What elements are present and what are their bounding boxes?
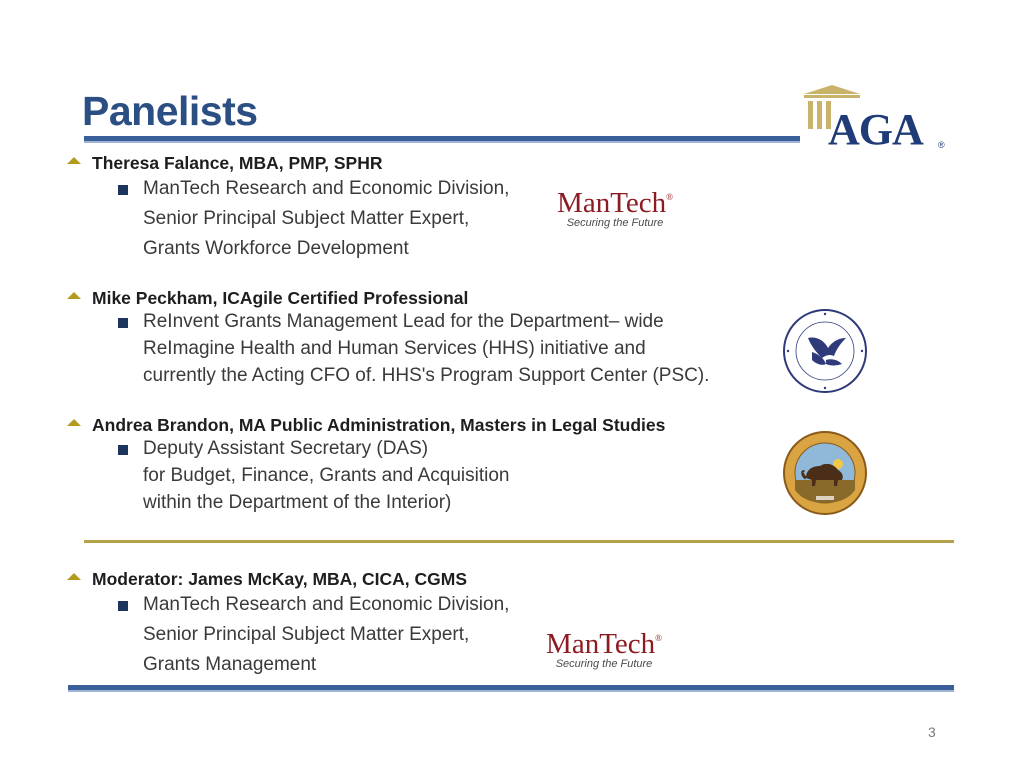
panelist-name: Theresa Falance, MBA, PMP, SPHR: [92, 153, 383, 173]
panelist-detail-line: ReInvent Grants Management Lead for the Department– wide: [143, 311, 664, 332]
slide-title: Panelists: [82, 88, 258, 134]
registered-mark-icon: ®: [655, 633, 662, 643]
interior-seal-icon: [782, 430, 868, 516]
bullet-square-icon: [118, 185, 128, 195]
moderator-detail-line: ManTech Research and Economic Division,: [143, 594, 510, 615]
panelist-detail-line: currently the Acting CFO of. HHS's Program Support Center (PSC).: [143, 365, 710, 386]
panelist-detail-line: Deputy Assistant Secretary (DAS): [143, 438, 429, 459]
footer-rule: [68, 685, 954, 692]
mantech-tagline: Securing the Future: [566, 217, 664, 229]
bullet-square-icon: [118, 601, 128, 611]
panelist-detail-line: ReImagine Health and Human Services (HHS) initiative and: [143, 338, 646, 359]
mantech-logo: [537, 623, 671, 670]
bullet-square-icon: [118, 318, 128, 328]
title-underline: [84, 136, 800, 143]
bullet-arrow-icon: [67, 419, 81, 426]
panelist-detail-line: for Budget, Finance, Grants and Acquisition: [143, 465, 510, 486]
panelist-name: Mike Peckham, ICAgile Certified Professional: [92, 288, 469, 308]
registered-mark-icon: ®: [666, 192, 673, 202]
panelist-detail-line: within the Department of the Interior): [143, 492, 452, 513]
bullet-arrow-icon: [67, 573, 81, 580]
aga-wordmark: AGA: [828, 105, 923, 154]
aga-logo: [800, 84, 950, 154]
section-divider: [84, 540, 954, 543]
registered-mark-icon: ®: [938, 140, 945, 150]
moderator-detail-line: Grants Management: [143, 654, 317, 675]
panelist-detail-line: Grants Workforce Development: [143, 238, 409, 259]
mantech-logo: [548, 182, 682, 229]
moderator-detail-line: Senior Principal Subject Matter Expert,: [143, 624, 470, 645]
bullet-square-icon: [118, 445, 128, 455]
panelist-detail-line: ManTech Research and Economic Division,: [143, 178, 510, 199]
mantech-wordmark: ManTech: [557, 187, 667, 219]
hhs-seal-icon: [782, 308, 868, 394]
mantech-tagline: Securing the Future: [555, 658, 653, 670]
page-number: 3: [928, 724, 936, 740]
bullet-arrow-icon: [67, 292, 81, 299]
panelist-detail-line: Senior Principal Subject Matter Expert,: [143, 208, 470, 229]
panelist-name: Andrea Brandon, MA Public Administration, Masters in Legal Studies: [92, 415, 666, 435]
moderator-name: Moderator: James McKay, MBA, CICA, CGMS: [92, 569, 468, 589]
mantech-wordmark: ManTech: [546, 628, 656, 660]
bullet-arrow-icon: [67, 157, 81, 164]
